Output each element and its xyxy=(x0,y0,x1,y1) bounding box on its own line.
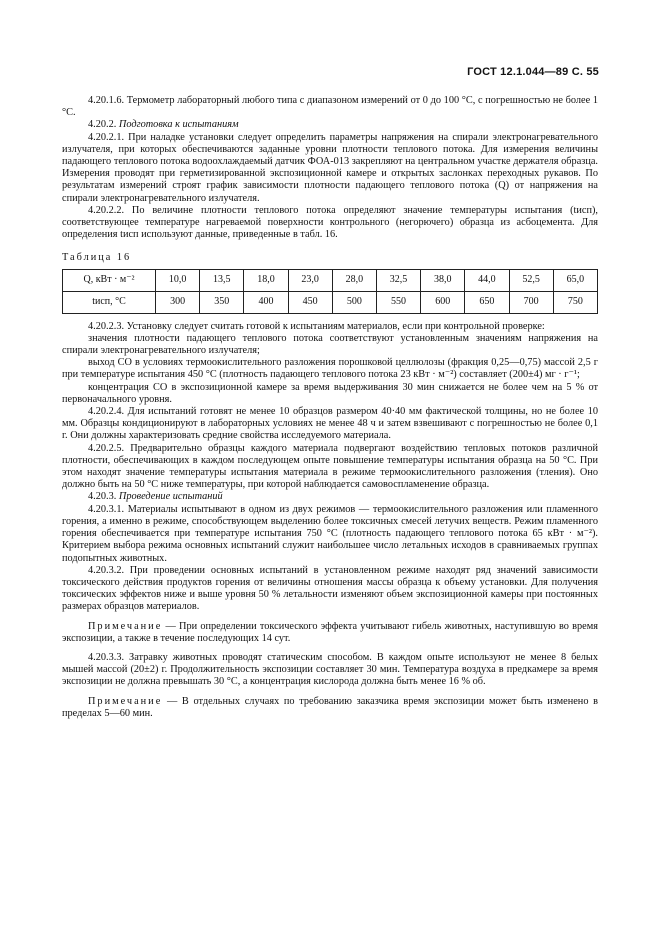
table-cell: 750 xyxy=(553,291,597,313)
note-text: — При определении токсического эффекта учитывают гибель животных, наступившую во время экспозиции, а также в течение последующих 14 сут. xyxy=(62,620,598,644)
note-1 xyxy=(62,621,598,645)
section-number: 4.20.3. xyxy=(88,491,117,503)
table-cell: 65,0 xyxy=(553,269,597,291)
list-item: концентрация СО в экспозиционной камере за время выдерживания 30 мин снижается не более чем на 5 % от первоначального уровня. xyxy=(62,381,598,405)
list-item: выход СО в условиях термоокислительного разложения порошковой целлюлозы (фракция 0,25—0,75) массой 2,5 г при температуре испытания 450 °С (плотность падающего теплового потока 23 кВт · м⁻²) составляет (200±4) мг · г⁻¹; xyxy=(62,357,598,381)
note-label: Примечание xyxy=(88,695,163,707)
table-cell: 400 xyxy=(244,291,288,313)
table-caption: Таблица 16 xyxy=(62,252,132,264)
note-text: — В отдельных случаях по требованию заказчика время экспозиции может быть изменено в пределах 5—60 мин. xyxy=(62,695,598,719)
table-cell: 23,0 xyxy=(288,269,332,291)
table-row-label: tисп, °С xyxy=(63,291,156,313)
document-body xyxy=(62,95,598,720)
table-cell: 52,5 xyxy=(509,269,553,291)
table-row-temperature xyxy=(63,291,598,313)
note-2 xyxy=(62,696,598,720)
section-heading-4-20-2 xyxy=(62,119,598,131)
table-cell: 28,0 xyxy=(332,269,376,291)
table-cell: 500 xyxy=(332,291,376,313)
paragraph-4-20-2-5: 4.20.2.5. Предварительно образцы каждого материала подвергают воздействию тепловых потоков различной плотности, обеспечивающих в каждом последующем опыте повышение температуры испытания образца на 50 °С. При этом находят значение температуры испытания материала в режиме термоокислительного разложения (тления). Оно должно быть на 50 °С ниже температуры, при которой наблюдается самовоспламенение образца. xyxy=(62,442,598,491)
table-cell: 550 xyxy=(376,291,420,313)
section-number: 4.20.2. xyxy=(88,119,117,131)
table-cell: 350 xyxy=(200,291,244,313)
table-cell: 600 xyxy=(421,291,465,313)
table-cell: 18,0 xyxy=(244,269,288,291)
paragraph-4-20-3-2: 4.20.3.2. При проведении основных испытаний в установленном режиме находят ряд значений зависимости токсического действия продуктов горения от величины отношения массы образца к объему установки. Для получения токсических эффектов ниже и выше уровня 50 % летальности изменяют объем экспозиционной камеры при постоянных размерах образцов материалов. xyxy=(62,564,598,613)
table-cell: 32,5 xyxy=(376,269,420,291)
paragraph-4-20-3-3: 4.20.3.3. Затравку животных проводят статическим способом. В каждом опыте используют не менее 8 белых мышей массой (20±2) г. Продолжительность экспозиции составляет 30 мин. Температура воздуха в предкамере за время экспозиции не должна превышать 30 °С, а концентрация кислорода должна быть менее 16 % об. xyxy=(62,651,598,688)
table-row-label: Q, кВт · м⁻² xyxy=(63,269,156,291)
paragraph-4-20-2-3: 4.20.2.3. Установку следует считать готовой к испытаниям материалов, если при контрольной проверке: xyxy=(88,320,545,332)
table-cell: 300 xyxy=(156,291,200,313)
section-title: Подготовка к испытаниям xyxy=(118,119,239,131)
table-cell: 38,0 xyxy=(421,269,465,291)
note-label: Примечание xyxy=(88,620,163,632)
table-cell: 450 xyxy=(288,291,332,313)
table-cell: 700 xyxy=(509,291,553,313)
table-cell: 10,0 xyxy=(156,269,200,291)
page-header: ГОСТ 12.1.044—89 С. 55 xyxy=(467,66,599,78)
paragraph-4-20-2-1: 4.20.2.1. При наладке установки следует определить параметры напряжения на спирали электронагревательного излучателя, при которых обеспечиваются заданные уровни плотности теплового потока. Для измерения величины падающего теплового потока водоохлаждаемый датчик ФОА-013 закрепляют на центральном участке держателя образца. Измерения проводят при герметизированной экспозиционной камере и открытых заслонках переходных рукавов. По результатам измерений строят график зависимости плотности падающего теплового потока (Q) от напряжения на спирали электронагревательного излучателя. xyxy=(62,131,598,204)
paragraph-4-20-2-2: 4.20.2.2. По величине плотности теплового потока определяют значение температуры испытания (tисп), соответствующее температуре нагреваемой поверхности контрольного (негорючего) образца из асбоцемента. Для определения tисп используют данные, приведенные в табл. 16. xyxy=(62,204,598,241)
paragraph-4-20-3-1: 4.20.3.1. Материалы испытывают в одном из двух режимов — термоокислительного разложения или пламенного горения, а именно в режиме, способствующем выделению более токсичных смесей летучих веществ. Режим пламенного горения обеспечивается при температуре испытания 750 °С (плотность падающего теплового потока 65 кВт · м⁻²). Критерием выбора режима основных испытаний служит наибольшее число летальных исходов в сравниваемых группах подопытных животных. xyxy=(62,503,598,564)
section-heading-4-20-3 xyxy=(62,491,598,503)
paragraph-4-20-1-6: 4.20.1.6. Термометр лабораторный любого типа с диапазоном измерений от 0 до 100 °С, с погрешностью не более 1 °С. xyxy=(62,95,598,119)
table-cell: 650 xyxy=(465,291,509,313)
list-item: значения плотности падающего теплового потока соответствуют установленным значениям напряжения на спирали электронагревательного излучателя; xyxy=(62,332,598,357)
table-row-heat-flux xyxy=(63,269,598,291)
section-title: Проведение испытаний xyxy=(118,491,223,503)
table-cell: 44,0 xyxy=(465,269,509,291)
table-cell: 13,5 xyxy=(200,269,244,291)
table-16 xyxy=(62,269,598,314)
paragraph-4-20-2-4: 4.20.2.4. Для испытаний готовят не менее 10 образцов размером 40·40 мм фактической толщины, но не более 10 мм. Образцы кондиционируют в лабораторных условиях не менее 48 ч и затем взвешивают с погрешностью не более 0,1 г. Они должны характеризовать средние свойства исследуемого материала. xyxy=(62,406,598,442)
